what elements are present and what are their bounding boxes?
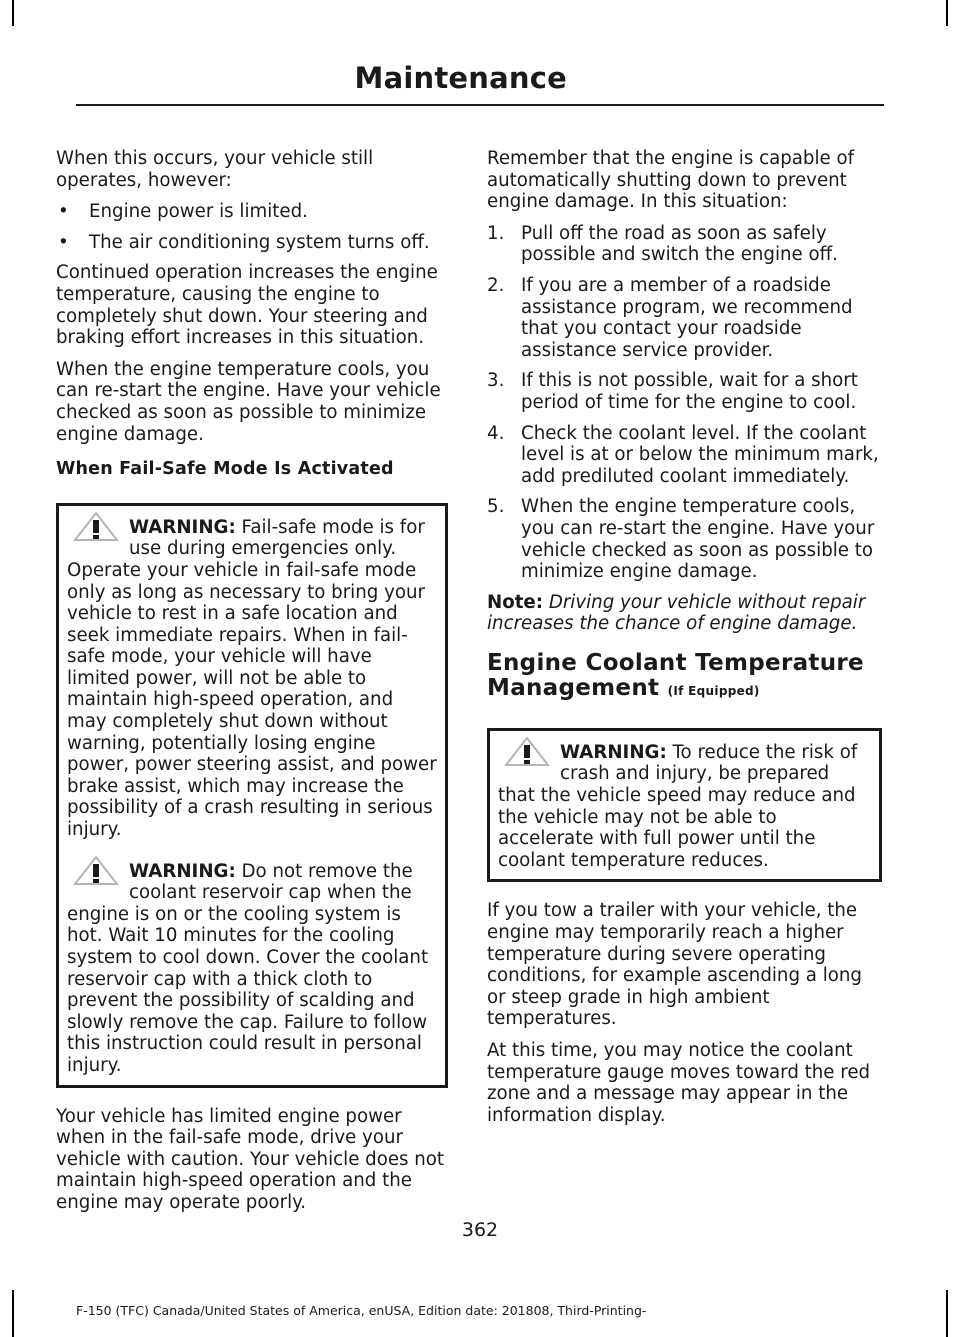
page-number: 362 bbox=[461, 1219, 499, 1241]
warning-label: WARNING: bbox=[129, 516, 236, 538]
list-item: 4. Check the coolant level. If the coolant level is at or below the minimum mark, add prediluted coolant immediately. bbox=[487, 422, 879, 487]
warning-notice bbox=[67, 861, 437, 1077]
bullet-list bbox=[56, 201, 448, 253]
header-divider bbox=[76, 104, 884, 106]
right-column bbox=[487, 148, 882, 1136]
paragraph: Your vehicle has limited engine power when in the fail-safe mode, drive your vehicle with caution. Your vehicle does not maintain high-speed operation and the engine may operate poorly. bbox=[56, 1105, 445, 1213]
note bbox=[487, 592, 882, 635]
warning-text: Do not remove the coolant reservoir cap when the engine is on or the cooling system is hot. Wait 10 minutes for the cooling system to cool down. Cover the coolant reservoir cap with a thick cloth to prevent the possibility of scalding and slowly remove the cap. Failure to follow this instruction could result in personal injury. bbox=[67, 860, 429, 1076]
warning-triangle-icon bbox=[67, 855, 125, 885]
list-item: 3. If this is not possible, wait for a short period of time for the engine to cool. bbox=[487, 370, 858, 413]
paragraph: At this time, you may notice the coolant temperature gauge moves toward the red zone and a message may appear in the information display. bbox=[487, 1040, 871, 1126]
paragraph: Continued operation increases the engine temperature, causing the engine to completely shut down. Your steering and braking effort increases in this situation. bbox=[56, 262, 438, 349]
warning-text: Fail-safe mode is for use during emergencies only. Operate your vehicle in fail-safe mode only as long as necessary to bring your vehicle to rest in a safe location and seek immediate repairs. When in fail-safe mode, your vehicle will have limited power, will not be able to maintain high-speed operation, and may completely shut down without warning, potentially losing engine power, power steering assist, and power brake assist, which may increase the possibility of a crash resulting in serious injury. bbox=[67, 516, 437, 841]
numbered-list bbox=[487, 223, 882, 583]
crop-mark-bottom-right bbox=[946, 1290, 948, 1337]
warning-box bbox=[487, 728, 882, 883]
note-label: Note: bbox=[487, 591, 544, 613]
paragraph: Remember that the engine is capable of automatically shutting down to prevent engine damage. In this situation: bbox=[487, 148, 855, 213]
list-item: 2. If you are a member of a roadside assistance program, we recommend that you contact your roadside assistance service provider. bbox=[487, 274, 853, 361]
left-column bbox=[56, 148, 448, 1224]
bullet-mark: • bbox=[58, 201, 69, 223]
list-item: • Engine power is limited. bbox=[58, 201, 308, 223]
crop-mark-top-right bbox=[946, 0, 948, 26]
note-text: Driving your vehicle without repair increases the chance of engine damage. bbox=[487, 591, 866, 635]
subheading: When Fail-Safe Mode Is Activated bbox=[56, 459, 394, 480]
warning-text: To reduce the risk of crash and injury, be prepared that the vehicle speed may reduce and the vehicle may not be able to accelerate with full power until the coolant temperature reduces. bbox=[498, 741, 858, 871]
paragraph: When the engine temperature cools, you can re-start the engine. Have your vehicle checked as soon as possible to minimize engine damage. bbox=[56, 358, 441, 445]
section-heading: Engine Coolant Temperature Management (If Equipped) bbox=[487, 649, 864, 701]
list-item: • The air conditioning system turns off. bbox=[58, 231, 430, 253]
crop-mark-top-left bbox=[12, 0, 14, 26]
warning-label: WARNING: bbox=[129, 860, 236, 882]
section-qualifier: (If Equipped) bbox=[667, 683, 760, 698]
warning-notice bbox=[67, 517, 437, 841]
paragraph: If you tow a trailer with your vehicle, the engine may temporarily reach a higher temperature during severe operating conditions, for example ascending a long or steep grade in high ambient temperatures. bbox=[487, 900, 862, 1030]
list-item: 1. Pull off the road as soon as safely possible and switch the engine off. bbox=[487, 222, 838, 266]
warning-triangle-icon bbox=[67, 511, 125, 541]
page-title: Maintenance bbox=[354, 61, 567, 95]
warning-box bbox=[56, 503, 448, 1088]
warning-label: WARNING: bbox=[560, 741, 667, 763]
list-item: 5. When the engine temperature cools, you can re-start the engine. Have your vehicle checked as soon as possible to minimize engine damage. bbox=[487, 496, 875, 583]
footer-edition: F-150 (TFC) Canada/United States of America, enUSA, Edition date: 201808, Third-Printing- bbox=[76, 1303, 647, 1318]
intro-paragraph: When this occurs, your vehicle still operates, however: bbox=[56, 148, 374, 191]
warning-triangle-icon bbox=[498, 736, 556, 766]
bullet-mark: • bbox=[58, 231, 69, 253]
crop-mark-bottom-left bbox=[12, 1290, 14, 1337]
warning-notice bbox=[498, 742, 871, 872]
